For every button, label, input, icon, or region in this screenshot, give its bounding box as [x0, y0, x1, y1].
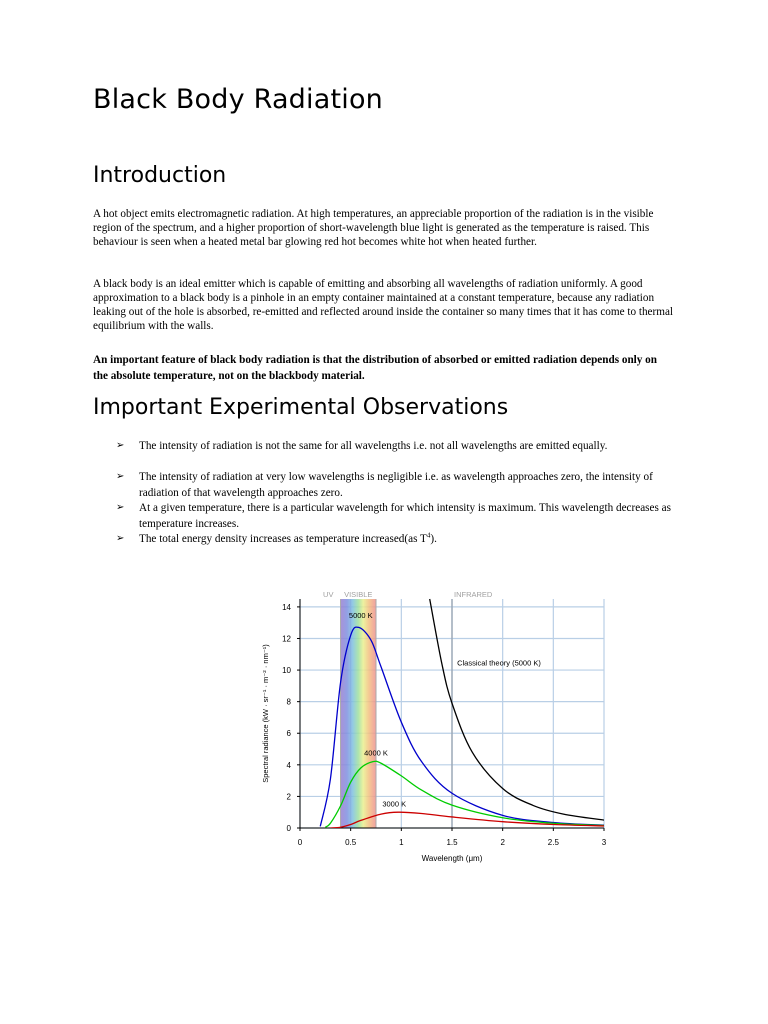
region-label-visible: VISIBLE: [344, 590, 373, 599]
arrow-bullet-icon: ➢: [116, 471, 125, 482]
section-heading-observations: Important Experimental Observations: [93, 395, 509, 420]
paragraph-intro-1: A hot object emits electromagnetic radiation. At high temperatures, an appreciable proportion of the radiation is in the visible region of the spectrum, and a higher proportion of short-wavelength blue light is generated as the temperature is raised. This behaviour is seen when a heated metal bar glowing red hot becomes white hot when heated further.: [93, 208, 654, 248]
list-item-text: The intensity of radiation is not the same for all wavelengths i.e. not all wavelengths are emitted equally.: [139, 440, 608, 452]
paragraph-intro-2: A black body is an ideal emitter which is capable of emitting and absorbing all wavelengths of radiation uniformly. A good approximation to a black body is a pinhole in an empty container maintained at a constant temperature, because any radiation leaking out of the hole is absorbed, re-emitted and reflected around inside the container so many times that it has come to thermal equilibrium with the walls.: [93, 278, 674, 332]
arrow-bullet-icon: ➢: [116, 502, 125, 513]
x-tick-label: 2.5: [547, 838, 559, 847]
list-item: [116, 531, 676, 547]
series-label: Classical theory (5000 K): [457, 658, 541, 668]
x-tick-label: 0.5: [345, 838, 357, 847]
x-tick-label: 3: [601, 838, 607, 847]
x-tick-label: 2: [500, 838, 505, 847]
y-tick-label: 12: [282, 634, 291, 644]
section-heading-introduction: Introduction: [93, 163, 227, 188]
list-item: [116, 469, 676, 500]
y-tick-label: 6: [286, 729, 291, 739]
list-item-text: At a given temperature, there is a particular wavelength for which intensity is maximum. This wavelength decreases as temperature increases.: [139, 502, 671, 530]
blackbody-spectrum-chart: [252, 586, 622, 876]
x-tick-label: 1.5: [446, 838, 458, 847]
list-item: [116, 438, 676, 469]
superscript: 4: [426, 531, 431, 540]
list-item: [116, 500, 676, 531]
region-label-infrared: INFRARED: [454, 590, 493, 599]
y-tick-label: 0: [286, 824, 291, 833]
y-tick-label: 8: [286, 697, 291, 707]
list-item-text: The total energy density increases as temperature increased(as T: [139, 533, 427, 545]
paragraph-key-feature: An important feature of black body radiation is that the distribution of absorbed or emitted radiation depends only on the absolute temperature, not on the blackbody material.: [93, 354, 657, 382]
observations-list: [116, 438, 676, 547]
y-tick-label: 2: [286, 792, 291, 802]
y-tick-label: 10: [282, 666, 291, 676]
arrow-bullet-icon: ➢: [116, 440, 125, 451]
y-tick-label: 14: [282, 602, 291, 612]
x-tick-label: 0: [297, 838, 303, 847]
series-label: 5000 K: [348, 610, 373, 620]
arrow-bullet-icon: ➢: [116, 533, 125, 544]
series-label: 3000 K: [382, 799, 407, 809]
list-item-text-end: ).: [430, 533, 437, 545]
list-item-text: The intensity of radiation at very low wavelengths is negligible i.e. as wavelength approaches zero, the intensity of radiation of that wavelength approaches zero.: [139, 471, 653, 499]
y-axis-label: Spectral radiance (kW · sr⁻¹ · m⁻² · nm⁻¹): [261, 644, 270, 783]
x-axis-label: Wavelength (μm): [421, 854, 483, 863]
x-tick-label: 1: [399, 838, 404, 847]
region-label-uv: UV: [323, 590, 334, 599]
y-tick-label: 4: [286, 760, 291, 770]
page-title: Black Body Radiation: [93, 84, 383, 115]
series-label: 4000 K: [364, 748, 388, 758]
